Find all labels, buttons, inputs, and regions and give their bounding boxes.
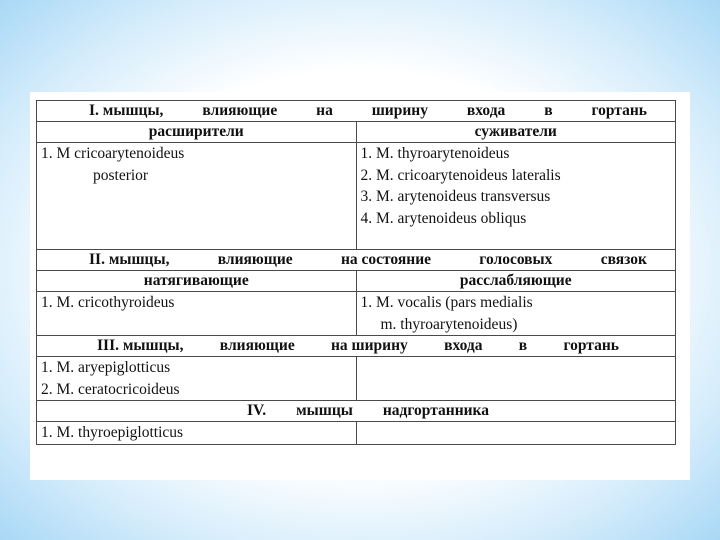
- section3-title-word: в: [518, 337, 528, 354]
- section2-title-word: II. мышцы,: [89, 251, 170, 268]
- section2-title-row: [37, 250, 676, 271]
- section4-title: [37, 401, 676, 422]
- tensors-list: [37, 292, 357, 336]
- relaxers-list: [356, 292, 676, 336]
- section4-body-row: [37, 422, 676, 445]
- section4-title-word: надгортанника: [382, 402, 490, 419]
- section3-list: [37, 357, 357, 401]
- section2-title-word: влияющие: [217, 251, 293, 268]
- list-item: posterior: [93, 166, 149, 184]
- section1-title-word: входа: [466, 102, 506, 119]
- section1-body-row: [37, 143, 676, 250]
- section1-title-word: ширину: [371, 102, 428, 119]
- section2-title-word: на состояние: [340, 251, 432, 268]
- section1-title-word: в: [544, 102, 553, 119]
- section3-title-word: гортань: [563, 337, 619, 354]
- section1-header-row: [37, 122, 676, 143]
- list-item: 3. M. arytenoideus transversus: [360, 188, 551, 205]
- section4-title-word: мышцы: [296, 402, 353, 419]
- section3-title-word: входа: [444, 337, 483, 354]
- relaxers-header: расслабляющие: [356, 271, 676, 292]
- section1-title-word: на: [316, 102, 333, 119]
- list-item: 2. M. ceratocricoideus: [41, 380, 180, 398]
- list-item: 1. M. thyroepiglotticus: [41, 424, 184, 441]
- section4-empty-cell: [356, 422, 676, 445]
- section3-title-row: [37, 336, 676, 357]
- section1-title-word: I. мышцы,: [89, 102, 164, 119]
- dilators-header: расширители: [37, 122, 357, 143]
- list-item: 1. M. aryepiglotticus: [41, 359, 171, 376]
- section3-empty-cell: [356, 357, 676, 401]
- document-sheet: [30, 92, 690, 480]
- section3-title: [37, 336, 676, 357]
- list-item: 1. M. thyroarytenoideus: [360, 145, 510, 162]
- section4-title-row: [37, 401, 676, 422]
- list-item: 1. M cricoarytenoideus: [41, 145, 185, 162]
- section3-title-word: на ширину: [330, 337, 408, 354]
- section1-title-word: гортань: [591, 102, 647, 119]
- section4-list: [37, 422, 357, 445]
- section3-body-row: [37, 357, 676, 401]
- section3-title-word: III. мышцы,: [97, 337, 184, 354]
- section2-header-row: [37, 271, 676, 292]
- section1-title-row: [37, 101, 676, 122]
- list-item: 1. M. vocalis (pars medialis: [360, 294, 533, 311]
- list-item: 1. M. cricothyroideus: [41, 294, 175, 311]
- section2-title-word: голосовых: [479, 251, 553, 268]
- list-item: 4. M. arytenoideus obliqus: [360, 209, 527, 227]
- section4-title-word: IV.: [246, 402, 267, 419]
- list-item: m. thyroarytenoideus): [380, 315, 518, 333]
- section1-title-word: влияющие: [202, 102, 278, 119]
- section3-title-word: влияющие: [219, 337, 295, 354]
- section2-body-row: [37, 292, 676, 336]
- dilators-list: [37, 143, 357, 250]
- section1-title: [37, 101, 676, 122]
- section2-title-word: связок: [600, 251, 647, 268]
- constrictors-list: [356, 143, 676, 250]
- list-item: 2. M. cricoarytenoideus lateralis: [360, 166, 561, 184]
- tensors-header: натягивающие: [37, 271, 357, 292]
- constrictors-header: суживатели: [356, 122, 676, 143]
- muscles-table: [36, 100, 676, 445]
- section2-title: [37, 250, 676, 271]
